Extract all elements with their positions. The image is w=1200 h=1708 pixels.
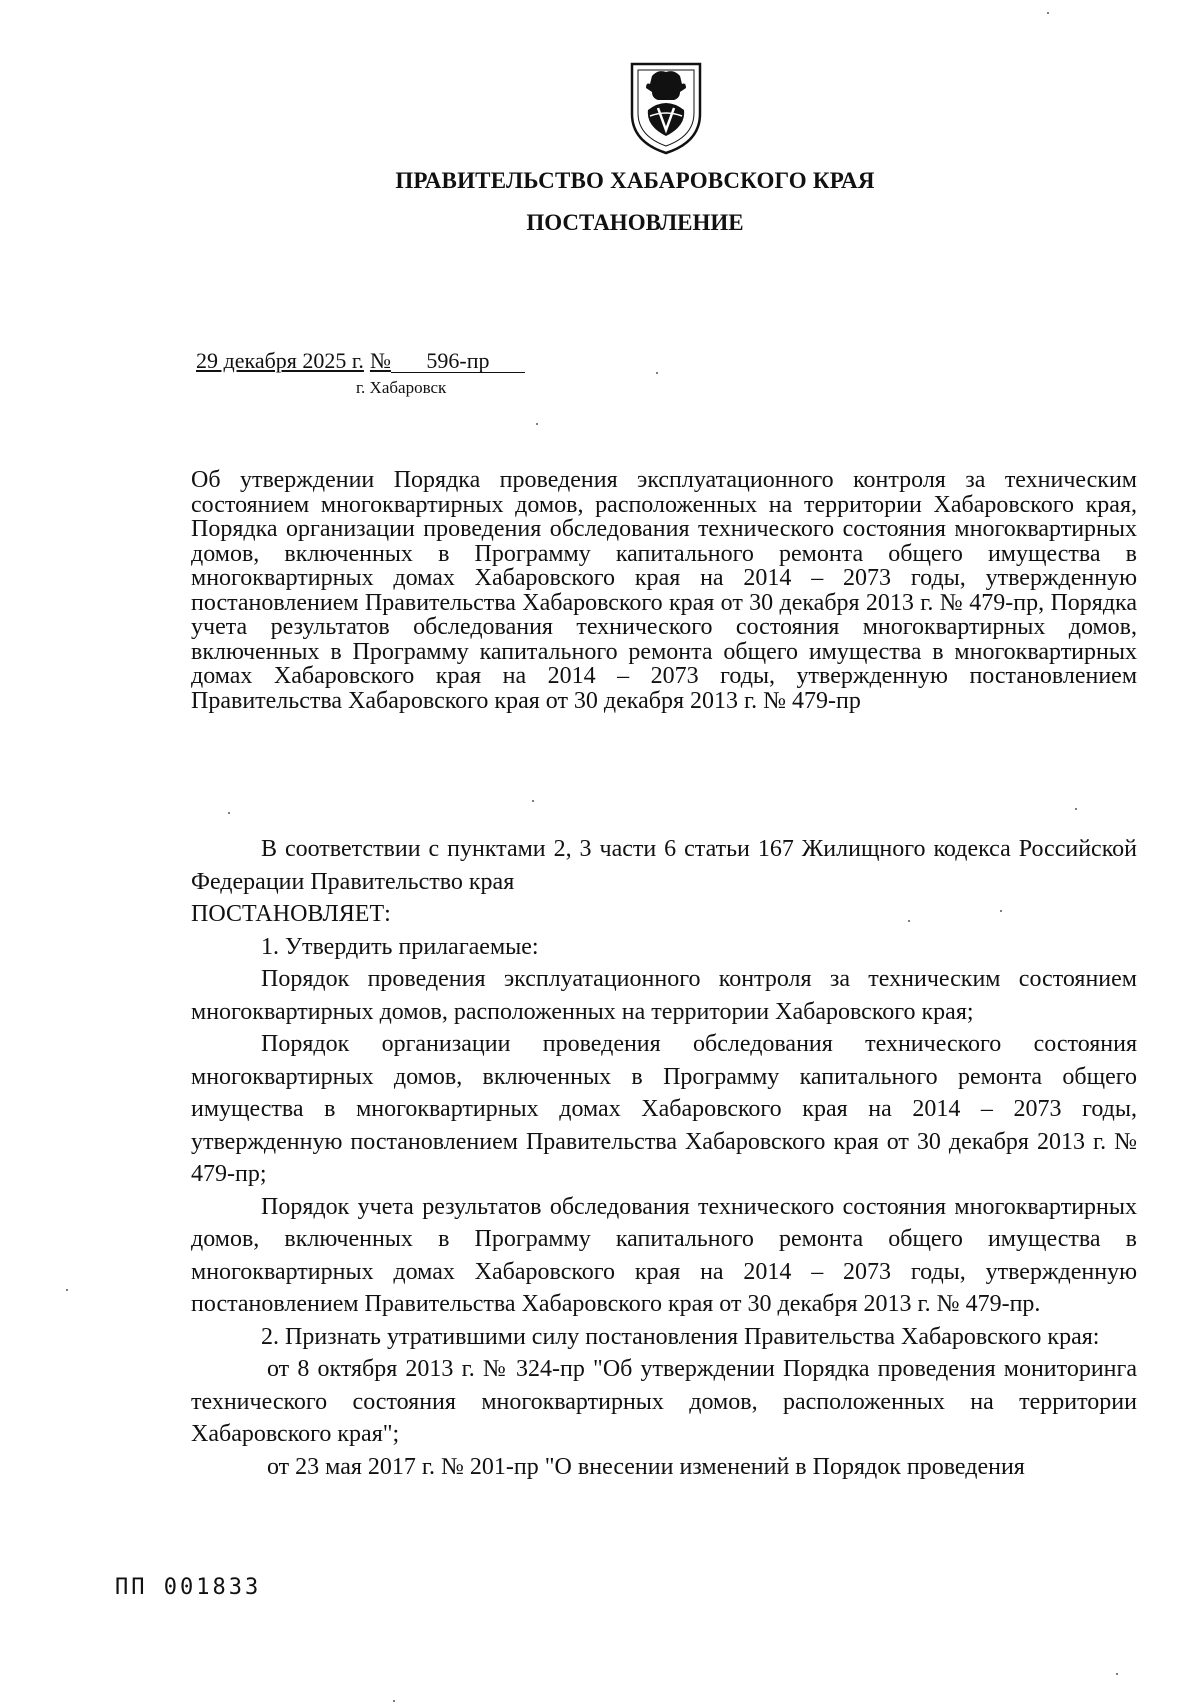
item-1: 1. Утвердить прилагаемые:	[261, 933, 539, 960]
document-subject: Об утверждении Порядка проведения эксплуатационного контроля за техническим состоянием многоквартирных домов, расположенных на территории Хабаровского края, Порядка организации проведения обследования технического состояния многоквартирных домов, включенных в Программу капитального ремонта общего имущества в многоквартирных домах Хабаровского края на 2014 – 2073 годы, утвержденную постановлением Правительства Хабаровского края от 30 декабря 2013 г. № 479-пр, Порядка учета результатов обследования технического состояния многоквартирных домов, включенных в Программу капитального ремонта общего имущества в многоквартирных домах Хабаровского края на 2014 – 2073 годы, утвержденную постановлением Правительства Хабаровского края от 30 декабря 2013 г. № 479-пр	[191, 467, 1137, 714]
scan-speck	[1075, 808, 1077, 810]
preamble-paragraph: В соответствии с пунктами 2, 3 части 6 статьи 167 Жилищного кодекса Российской Федерации Правительство края	[191, 836, 1137, 895]
resolves-heading: ПОСТАНОВЛЯЕТ:	[191, 901, 391, 927]
scan-speck	[1000, 910, 1002, 912]
scan-speck	[66, 1289, 68, 1291]
document-type: ПОСТАНОВЛЕНИЕ	[526, 210, 744, 235]
item-1-b: Порядок организации проведения обследования технического состояния многоквартирных домов, включенных в Программу капитального ремонта общего имущества в многоквартирных домах Хабаровского края на 2014 – 2073 годы, утвержденную постановлением Правительства Хабаровского края от 30 декабря 2013 г. № 479-пр;	[191, 1031, 1137, 1187]
date-number-line	[196, 348, 525, 374]
scan-speck	[1047, 12, 1049, 14]
scan-speck	[536, 423, 538, 425]
item-1-a: Порядок проведения эксплуатационного контроля за техническим состоянием многоквартирных домов, расположенных на территории Хабаровского края;	[191, 966, 1137, 1025]
government-title: ПРАВИТЕЛЬСТВО ХАБАРОВСКОГО КРАЯ	[395, 168, 875, 193]
khabarovsk-coat-of-arms-icon	[628, 60, 704, 156]
document-number: 596-пр	[391, 350, 525, 373]
document-body	[191, 833, 1137, 1483]
serial-number: ПП 001833	[115, 1575, 262, 1600]
scan-speck	[228, 812, 230, 814]
document-city: г. Хабаровск	[356, 378, 447, 397]
scan-speck	[908, 920, 910, 922]
scan-speck	[656, 372, 658, 374]
item-2-b: от 23 мая 2017 г. № 201-пр "О внесении изменений в Порядок проведения	[267, 1453, 1025, 1480]
scan-speck	[1116, 1673, 1118, 1675]
scan-speck	[532, 800, 534, 802]
scan-speck	[393, 1700, 395, 1702]
item-1-c: Порядок учета результатов обследования технического состояния многоквартирных домов, включенных в Программу капитального ремонта общего имущества в многоквартирных домах Хабаровского края на 2014 – 2073 годы, утвержденную постановлением Правительства Хабаровского края от 30 декабря 2013 г. № 479-пр.	[191, 1193, 1137, 1317]
document-date: 29 декабря 2025 г.	[196, 348, 364, 373]
item-2-a: от 8 октября 2013 г. № 324-пр "Об утверждении Порядка проведения мониторинга технического состояния многоквартирных домов, расположенных на территории Хабаровского края";	[191, 1356, 1137, 1447]
number-label: №	[369, 348, 391, 373]
item-2: 2. Признать утратившими силу постановления Правительства Хабаровского края:	[261, 1323, 1100, 1350]
